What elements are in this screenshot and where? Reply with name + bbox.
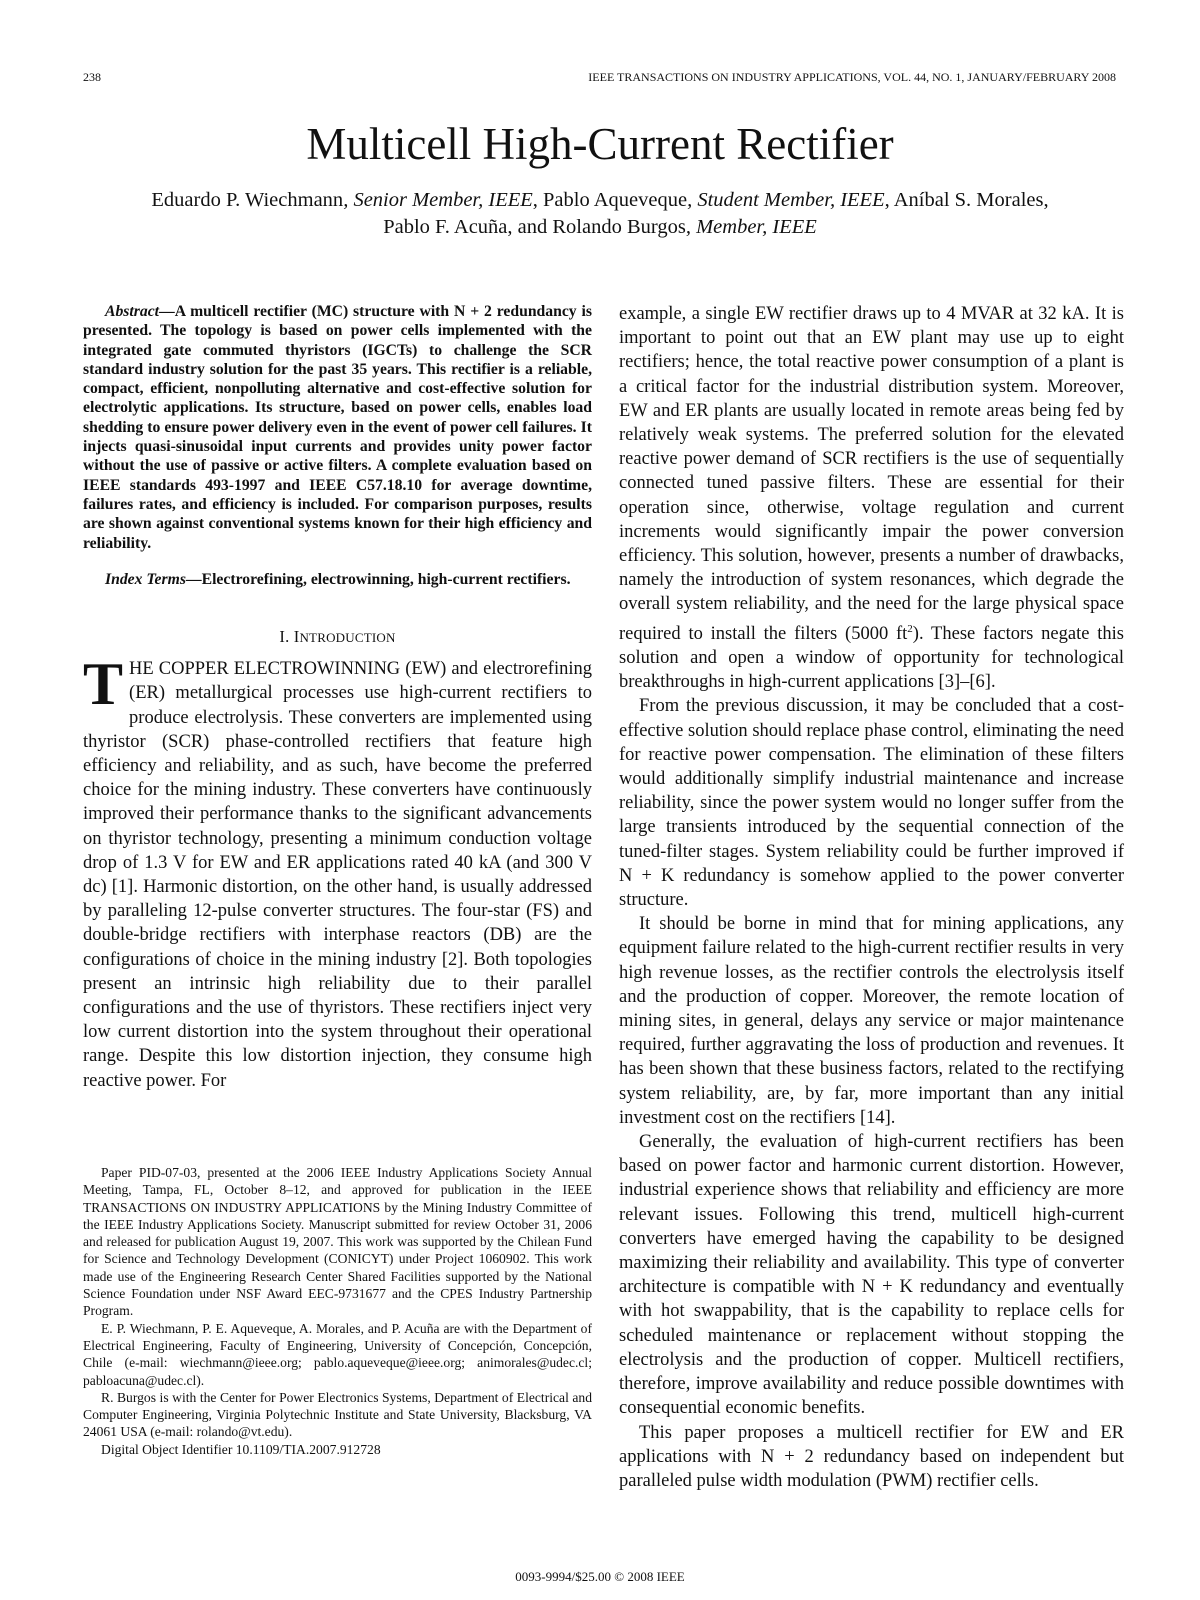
paragraph: It should be borne in mind that for mining applications, any equipment failure related to the high-current rectifier results in very high revenue losses, as the rectifier controls the electrolysis itself and the production of copper. Moreover, the remote location of mining sites, in general, delays any service or major maintenance required, further aggravating the loss of production and revenues. It has been shown that these business factors, related to the rectifying system reliability, are, by far, more important than any initial investment cost on the rectifiers [14].	[619, 914, 1124, 1128]
paragraph: example, a single EW rectifier draws up to 4 MVAR at 32 kA. It is important to point out that an EW plant may use up to eight rectifiers; hence, the total reactive power consumption of a plant is a critical factor for the industrial distribution system. Moreover, EW and ER plants are usually located in remote areas being fed by relatively weak systems. The preferred solution for the elevated reactive power demand of SCR rectifiers is the use of sequentially connected tuned passive filters. These are essential for their operation since, otherwise, voltage regulation and current increments would significantly impair the power conversion efficiency. This solution, however, presents a number of drawbacks, namely the introduction of system resonances, which degrade the overall system reliability, and the need for the large physical space required to install the filters (5000 $ft^2$). These factors negate this solution and open a window of opportunity for technological breakthroughs in high-current applications [3]–[6].	[619, 304, 1124, 693]
introduction	[83, 651, 592, 1093]
running-header: IEEE TRANSACTIONS ON INDUSTRY APPLICATIONS, VOL. 44, NO. 1, JANUARY/FEBRUARY 2008	[588, 70, 1116, 84]
index-terms-text: —Electrorefining, electrowinning, high-current rectifiers.	[185, 570, 571, 588]
right-column	[619, 302, 1124, 1493]
section-heading: I. INTRODUCTION	[279, 627, 396, 647]
paragraph: This paper proposes a multicell rectifier for EW and ER applications with N + 2 redundancy based on independent but paralleled pulse width modulation (PWM) rectifier cells.	[619, 1422, 1124, 1491]
copyright-footer: 0093-9994/$25.00 © 2008 IEEE	[515, 1569, 685, 1584]
abstract-label: Abstract	[105, 303, 160, 320]
abstract-text: —A multicell rectifier (MC) structure with N + 2 redundancy is presented. The topology is based on power cells implemented with the integrated gate commuted thyristors (IGCTs) to challenge the SCR standard industry solution for the past 35 years. This rectifier is a reliable, compact, efficient, nonpolluting alternative and cost-effective solution for electrolytic applications. Its structure, based on power cells, enables load shedding to ensure power delivery even in the event of power cell failures. It injects quasi-sinusoidal input currents and provides unity power factor without the use of passive or active filters. A complete evaluation based on IEEE standards 493-1997 and IEEE C57.18.10 for average downtime, failures rates, and efficiency is included. For comparison purposes, results are shown against conventional systems known for their high efficiency and reliability.	[83, 303, 592, 552]
footnote-doi: Digital Object Identifier 10.1109/TIA.2007.912728	[101, 1441, 381, 1457]
paper-title: Multicell High-Current Rectifier	[306, 119, 894, 169]
paragraph: From the previous discussion, it may be concluded that a cost-effective solution should replace phase control, eliminating the need for reactive power compensation. The elimination of these filters would additionally simplify industrial maintenance and increase reliability, since the power system would no longer suffer from the large transients introduced by the sequential connection of the tuned-filter stages. System reliability could be further improved if N + K redundancy is somehow applied to the power converter structure.	[619, 696, 1124, 911]
intro-paragraph: HE COPPER ELECTROWINNING (EW) and electrorefining (ER) metallurgical processes use high-current rectifiers to produce electrolysis. These converters are implemented using thyristor (SCR) phase-controlled rectifiers that feature high efficiency and reliability, and as such, have become the preferred choice for the mining industry. These converters have continuously improved their performance thanks to the significant advancements on thyristor technology, presenting a minimum conduction voltage drop of 1.3 V for EW and ER applications rated 40 kA (and 300 V dc) [1]. Harmonic distortion, on the other hand, is usually addressed by paralleling 12-pulse converter structures. The four-star (FS) and double-bridge rectifiers with interphase reactors (DB) are the configurations of choice in the mining industry [2]. Both topologies present an intrinsic high reliability due to their parallel configurations and the use of thyristors. These rectifiers inject very low current distortion into the system throughout their operational range. Despite this low distortion injection, they consume high reactive power. For	[83, 659, 592, 1091]
abstract	[83, 302, 592, 553]
footnote-paper-info: Paper PID-07-03, presented at the 2006 IEEE Industry Applications Society Annual Meeting, Tampa, FL, October 8–12, and approved for publication in the IEEE TRANSACTIONS ON INDUSTRY APPLICATIONS by the Mining Industry Committee of the IEEE Industry Applications Society. Manuscript submitted for review October 31, 2006 and released for publication August 19, 2007. This work was supported by the Chilean Fund for Science and Technology Development (CONICYT) under Project 1060902. This work made use of the Engineering Research Center Shared Facilities supported by the National Science Foundation under NSF Award EEC-9731677 and the CPES Industry Partnership Program.	[83, 1165, 592, 1319]
index-terms	[83, 570, 592, 589]
author-membership: , Senior Member, IEEE	[343, 189, 533, 211]
author-list	[100, 187, 1100, 241]
footnote-affiliation-1: E. P. Wiechmann, P. E. Aqueveque, A. Morales, and P. Acuña are with the Department of Electrical Engineering, Faculty of Engineering, University of Concepción, Concepción, Chile (e-mail: wiechmann@ieee.org; pablo.aqueveque@ieee.org; animorales@udec.cl; pabloacuna@udec.cl).	[83, 1320, 592, 1388]
page-number: 238	[83, 70, 101, 84]
footnotes	[83, 1164, 592, 1458]
superscript: 2	[907, 622, 913, 635]
paragraph: Generally, the evaluation of high-current rectifiers has been based on power factor and harmonic current distortion. However, industrial experience shows that reliability and efficiency are more relevant issues. Following this trend, multicell high-current converters have emerged having the capability to be designed maximizing their reliability and availability. This type of converter architecture is compatible with N + K redundancy and eventually with hot swappability, that is the capability to replace cells for scheduled maintenance or replacement without stopping the electrolysis and the production of copper. Multicell rectifiers, therefore, improve availability and reduce possible downtimes with consequential economic benefits.	[619, 1132, 1124, 1419]
index-terms-label: Index Terms	[105, 570, 186, 588]
author-name: , Pablo Aqueveque	[532, 189, 688, 211]
drop-cap: T	[83, 651, 124, 718]
author-name: Eduardo P. Wiechmann	[151, 189, 344, 211]
author-membership: , Student Member, IEEE	[687, 189, 885, 211]
left-column	[83, 302, 592, 1093]
author-name: , Aníbal S. Morales,	[884, 189, 1049, 211]
author-membership: , Member, IEEE	[685, 216, 817, 238]
footnote-affiliation-2: R. Burgos is with the Center for Power Electronics Systems, Department of Electrical and Computer Engineering, Virginia Polytechnic Institute and State University, Blacksburg, VA 24061 USA (e-mail: rolando@vt.edu).	[83, 1389, 592, 1440]
author-name: Pablo F. Acuña, and Rolando Burgos	[383, 216, 686, 238]
